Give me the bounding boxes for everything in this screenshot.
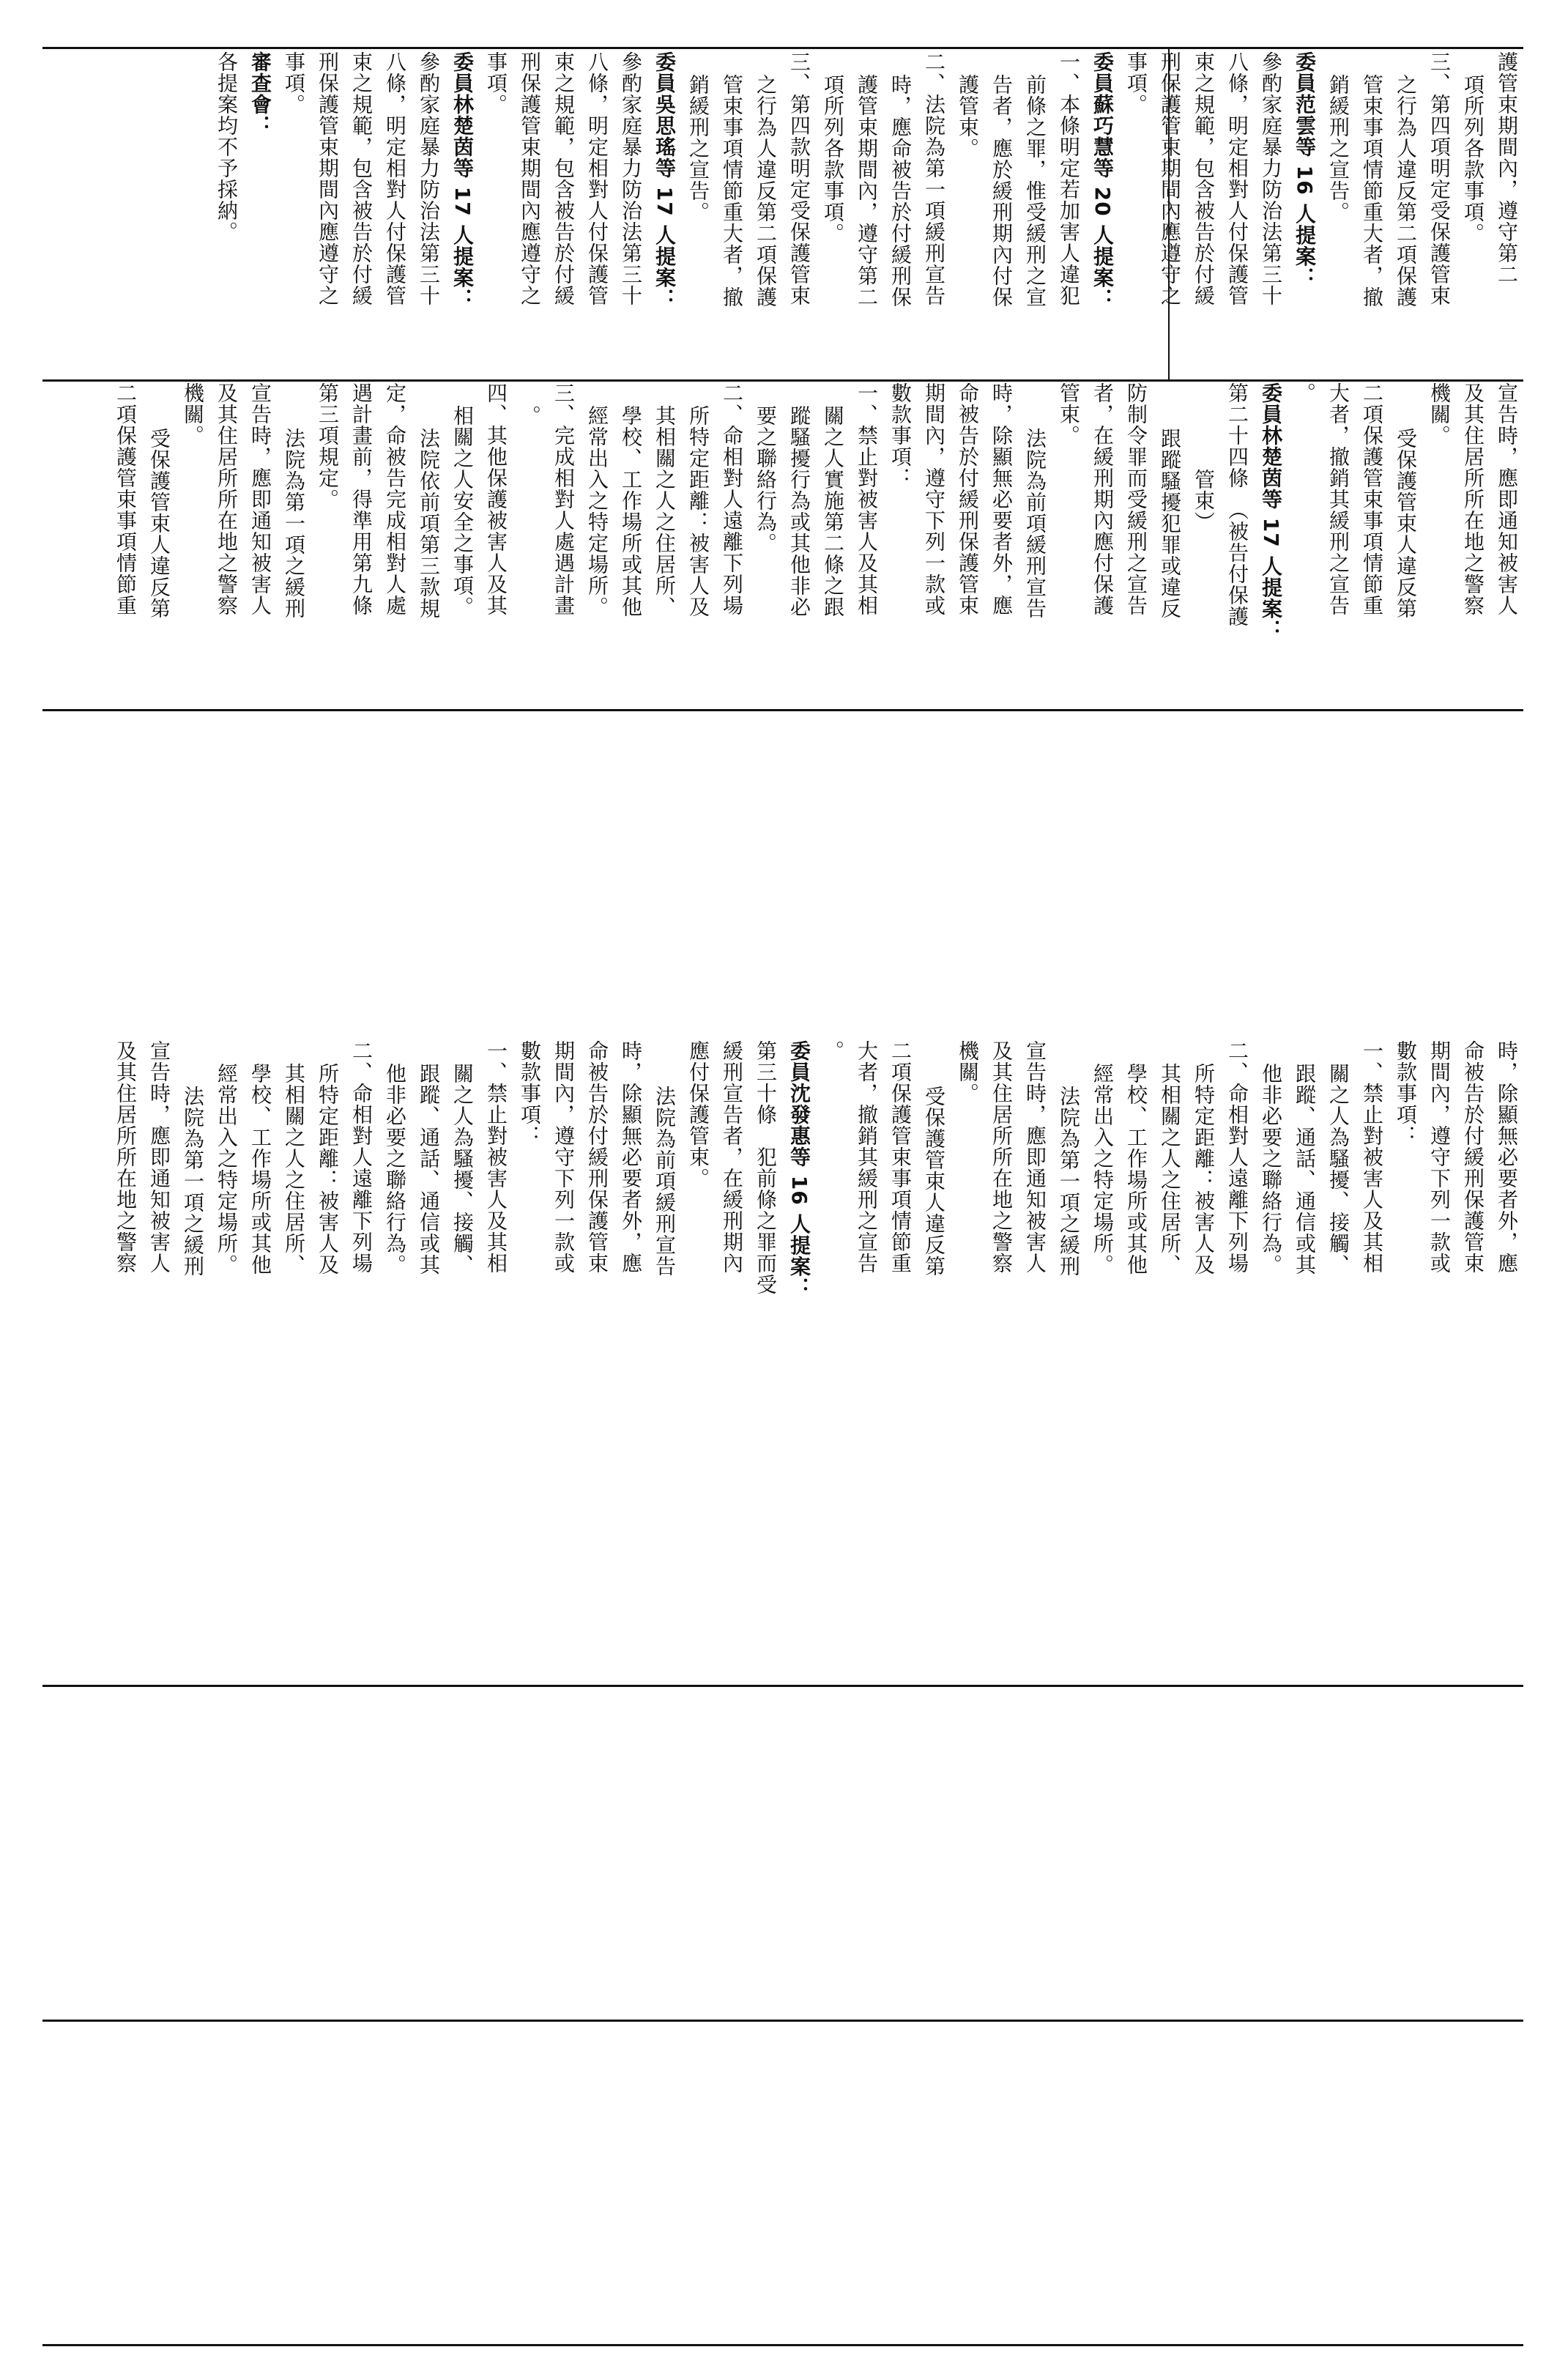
line: 束之規範，包含被告於付緩: [1192, 51, 1216, 306]
line: 大者，撤銷其緩刑之宣告: [1326, 382, 1350, 616]
line: 其相關之人之住居所、: [653, 404, 677, 618]
line: 所特定距離：被害人及: [686, 404, 710, 618]
line: 二項保護管束事項情節重: [114, 382, 138, 616]
line: 。: [518, 404, 542, 426]
proposer-heading: 委員林楚茵等 17 人提案：: [1259, 382, 1283, 641]
text-column-top-middle: [44, 382, 1523, 706]
line: 遇計畫前，得準用第九條: [349, 382, 374, 616]
line: 他非必要之聯絡行為。: [383, 1062, 407, 1275]
line: 告者，應於緩刑期內付保: [989, 73, 1014, 308]
line: 一、禁止對被害人及其相: [855, 382, 879, 616]
line: 他非必要之聯絡行為。: [1259, 1062, 1283, 1275]
line: 及其住居所所在地之警察: [1461, 382, 1485, 616]
line: 二、命相對人遠離下列場: [1225, 1040, 1249, 1274]
line: 第三十條 犯前條之罪而受: [754, 1040, 778, 1295]
line: 關之人實施第二條之跟: [821, 404, 845, 618]
line: 法院為前項緩刑宣告: [1023, 427, 1047, 619]
line: 管束）: [1192, 468, 1216, 533]
rule-row-1: [42, 379, 1523, 382]
line: 及其住居所所在地之警察: [989, 1040, 1014, 1274]
line: 大者，撤銷其緩刑之宣告: [855, 1040, 879, 1274]
proposer-heading: 委員蘇巧慧等 20 人提案：: [1090, 51, 1115, 310]
line: 法院為第一項之緩刑: [1057, 1085, 1081, 1277]
proposer-heading: 委員吳思瑤等 17 人提案：: [653, 51, 677, 310]
line: 要之聯絡行為。: [754, 404, 778, 554]
line: 命被告於付緩刑保護管束: [585, 1040, 609, 1274]
line: 時，應命被告於付緩刑保: [888, 73, 913, 308]
line: 機關。: [956, 1040, 980, 1104]
line: 第二十四條 （被告付保護: [1225, 382, 1249, 627]
line: 二、命相對人遠離下列場: [349, 1040, 374, 1274]
line: 。: [1293, 382, 1317, 404]
line: 數款事項：: [518, 1040, 542, 1146]
text-column-mid: [44, 1040, 1523, 1370]
line: 各提案均不予採納。: [215, 51, 239, 242]
rule-row-2: [42, 709, 1523, 711]
line: 銷緩刑之宣告。: [686, 73, 710, 223]
line: 期間內，遵守下列一款或: [1427, 1040, 1452, 1274]
rule-bottom: [42, 2344, 1523, 2346]
line: 法院為第一項之緩刑: [282, 427, 306, 619]
line: 數款事項：: [888, 382, 913, 489]
line: 宣告時，應即通知被害人: [1023, 1040, 1047, 1274]
line: 跟蹤、通話、通信或其: [1293, 1062, 1317, 1275]
line: 受保護管束人違反第: [1394, 427, 1418, 619]
line: 銷緩刑之宣告。: [1326, 73, 1350, 223]
line: 事項。: [282, 51, 306, 115]
line: 參酌家庭暴力防治法第三十: [417, 51, 441, 306]
line: 時，除顯無必要者外，應: [619, 1040, 643, 1274]
line: 一、本條明定若加害人違犯: [1057, 51, 1081, 306]
line: 受保護管束人違反第: [147, 427, 171, 619]
proposer-heading: 委員范雲等 16 人提案：: [1293, 51, 1317, 289]
line: 命被告於付緩刑保護管束: [1461, 1040, 1485, 1274]
line: 學校、工作場所或其他: [619, 404, 643, 618]
line: 期間內，遵守下列一款或: [551, 1040, 576, 1274]
line: 事項。: [1124, 51, 1148, 115]
line: 所特定距離：被害人及: [316, 1062, 340, 1275]
line: 二、法院為第一項緩刑宣告: [922, 51, 946, 306]
review-committee-heading: 審查會：: [248, 51, 272, 136]
line: 二、命相對人遠離下列場: [720, 382, 744, 616]
text-column-top-right: [215, 51, 1523, 377]
line: 參酌家庭暴力防治法第三十: [1259, 51, 1283, 306]
line: 關之人為騷擾、接觸、: [450, 1062, 475, 1275]
line: 護管束。: [956, 73, 980, 159]
line: 前條之罪，惟受緩刑之宣: [1023, 73, 1047, 308]
line: 跟蹤騷擾犯罪或違反: [1158, 427, 1182, 619]
line: 護管束期間內，遵守第二: [855, 73, 879, 308]
line: 相關之人安全之事項。: [450, 404, 475, 618]
line: 管束。: [1057, 382, 1081, 446]
line: 經常出入之特定場所。: [215, 1062, 239, 1275]
line: 八條，明定相對人付保護管: [1225, 51, 1249, 306]
line: 事項。: [484, 51, 508, 115]
line: 及其住居所所在地之警察: [114, 1040, 138, 1274]
line: 其相關之人之住居所、: [1158, 1062, 1182, 1275]
line: 二項保護管束事項情節重: [1360, 382, 1384, 616]
line: 法院為第一項之緩刑: [181, 1085, 205, 1277]
line: 之行為人違反第二項保護: [754, 73, 778, 308]
line: 項所列各款事項。: [821, 73, 845, 244]
line: 時，除顯無必要者外，應: [1495, 1040, 1519, 1274]
line: 項所列各款事項。: [1461, 73, 1485, 244]
line: 一、禁止對被害人及其相: [484, 1040, 508, 1274]
line: 經常出入之特定場所。: [585, 404, 609, 618]
line: 其相關之人之住居所、: [282, 1062, 306, 1275]
line: 八條，明定相對人付保護管: [585, 51, 609, 306]
line: 束之規範，包含被告於付緩: [349, 51, 374, 306]
line: 一、禁止對被害人及其相: [1360, 1040, 1384, 1274]
rule-3: [42, 2020, 1523, 2022]
line: 法院為前項緩刑宣告: [653, 1085, 677, 1277]
line: 者，在緩刑期內應付保護: [1090, 382, 1115, 616]
line: 第三項規定。: [316, 382, 340, 510]
line: 機關。: [181, 382, 205, 446]
line: 及其住居所所在地之警察: [215, 382, 239, 616]
line: 法院依前項第三款規: [417, 427, 441, 619]
line: 之行為人違反第二項保護: [1394, 73, 1418, 308]
line: 參酌家庭暴力防治法第三十: [619, 51, 643, 306]
line: 三、第四項明定受保護管束: [1427, 51, 1452, 306]
line: 刑保護管束期間內應遵守之: [518, 51, 542, 306]
rule-2: [42, 1685, 1523, 1687]
line: 機關。: [1427, 382, 1452, 446]
line: 宣告時，應即通知被害人: [248, 382, 272, 616]
line: 三、第四款明定受保護管束: [787, 51, 811, 306]
line: 二項保護管束事項情節重: [888, 1040, 913, 1274]
line: 跟蹤、通話、通信或其: [417, 1062, 441, 1275]
line: 經常出入之特定場所。: [1090, 1062, 1115, 1275]
line: 蹤騷擾行為或其他非必: [787, 404, 811, 618]
line: 管束事項情節重大者，撤: [720, 73, 744, 308]
proposer-heading: 委員沈發惠等 16 人提案：: [787, 1040, 811, 1299]
line: 學校、工作場所或其他: [248, 1062, 272, 1275]
line: 防制令罪而受緩刑之宣告: [1124, 382, 1148, 616]
proposer-heading: 委員林楚茵等 17 人提案：: [450, 51, 475, 310]
line: 宣告時，應即通知被害人: [1495, 382, 1519, 616]
line: 。: [821, 1040, 845, 1061]
line: 刑保護管束期間內應遵守之: [316, 51, 340, 306]
line: 時，除顯無必要者外，應: [989, 382, 1014, 616]
line: 命被告於付緩刑保護管束: [956, 382, 980, 616]
line: 束之規範，包含被告於付緩: [551, 51, 576, 306]
line: 學校、工作場所或其他: [1124, 1062, 1148, 1275]
line: 四、其他保護被害人及其: [484, 382, 508, 616]
line: 管束事項情節重大者，撤: [1360, 73, 1384, 308]
line: 刑保護管束期間內應遵守之: [1158, 51, 1182, 306]
line: 三、完成相對人處遇計畫: [551, 382, 576, 616]
line: 受保護管束人違反第: [922, 1085, 946, 1277]
line: 八條，明定相對人付保護管: [383, 51, 407, 306]
line: 緩刑宣告者，在緩刑期內: [720, 1040, 744, 1274]
line: 所特定距離：被害人及: [1192, 1062, 1216, 1275]
line: 數款事項：: [1394, 1040, 1418, 1146]
line: 宣告時，應即通知被害人: [147, 1040, 171, 1274]
rule-top: [42, 47, 1523, 49]
line: 應付保護管束。: [686, 1040, 710, 1189]
line: 期間內，遵守下列一款或: [922, 382, 946, 616]
line: 關之人為騷擾、接觸、: [1326, 1062, 1350, 1275]
line: 定，命被告完成相對人處: [383, 382, 407, 616]
line: 護管束期間內，遵守第二: [1495, 51, 1519, 285]
